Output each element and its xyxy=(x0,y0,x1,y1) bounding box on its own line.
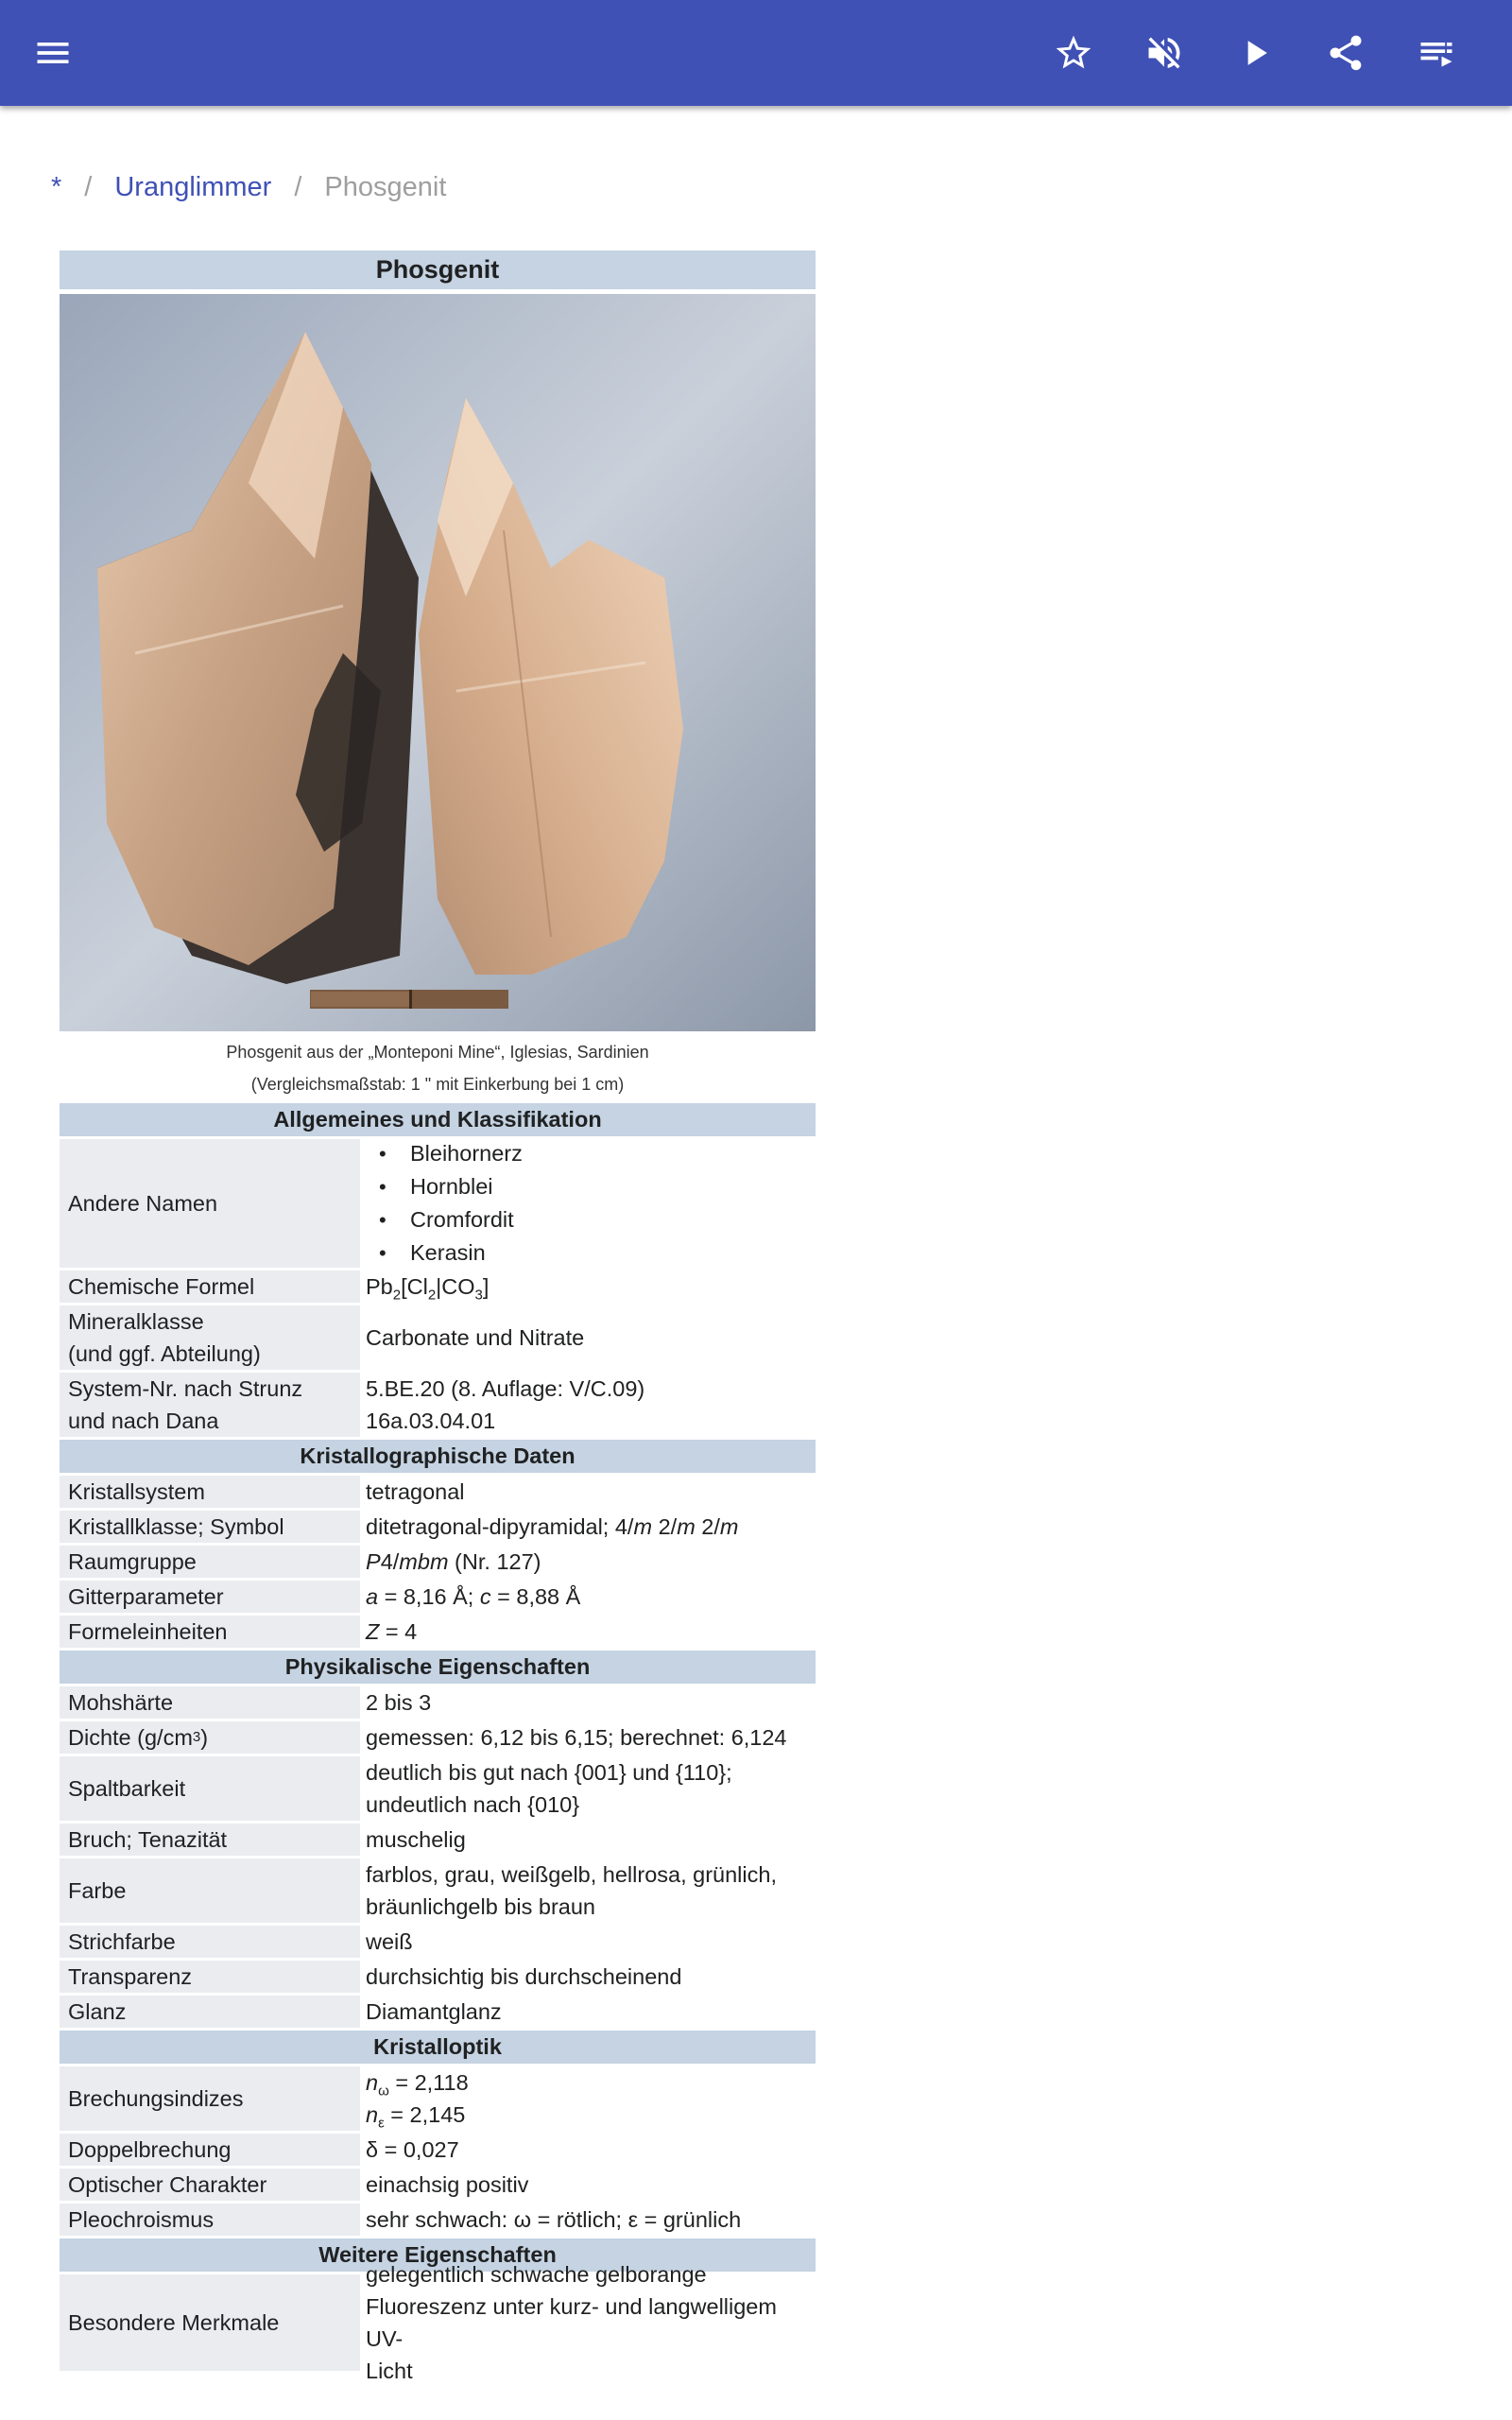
row-value xyxy=(363,2262,816,2383)
row-label: Optischer Charakter xyxy=(60,2169,360,2201)
infobox xyxy=(60,251,816,2383)
value-part: 2/ xyxy=(695,1514,720,1539)
list-item: • Hornblei xyxy=(379,1170,816,1203)
list-item: • Cromfordit xyxy=(379,1203,816,1236)
row-label: Dichte (g/cm 3 ) xyxy=(60,1721,360,1754)
other-names-list xyxy=(366,1137,816,1270)
photo-caption xyxy=(60,1031,816,1100)
list-item: • Kerasin xyxy=(379,1236,816,1270)
row-lattice xyxy=(60,1581,816,1613)
row-formula xyxy=(60,1270,816,1303)
value-line: undeutlich nach {010} xyxy=(366,1792,580,1817)
row-value: gemessen: 6,12 bis 6,15; berechnet: 6,124 xyxy=(366,1725,787,1750)
row-label: Doppelbrechung xyxy=(60,2134,360,2166)
value-line: deutlich bis gut nach {001} und {110}; xyxy=(366,1760,732,1785)
row-value xyxy=(363,1546,816,1578)
value-italic: m xyxy=(719,1514,739,1539)
value-part: ditetragonal-dipyramidal; 4/ xyxy=(366,1514,634,1539)
app-bar xyxy=(0,0,1512,106)
breadcrumb xyxy=(51,168,446,206)
formula-part: Pb xyxy=(366,1274,393,1299)
value-part: 2/ xyxy=(652,1514,678,1539)
breadcrumb-current: Phosgenit xyxy=(324,171,447,202)
row-mineral-class xyxy=(60,1305,816,1370)
row-label xyxy=(60,1373,360,1437)
row-space-group xyxy=(60,1546,816,1578)
row-density xyxy=(60,1721,816,1754)
row-mohs xyxy=(60,1686,816,1719)
row-label: Formeleinheiten xyxy=(60,1616,360,1648)
formula-part: |CO xyxy=(436,1274,475,1299)
row-value: Carbonate und Nitrate xyxy=(366,1325,585,1350)
caption-line: (Vergleichsmaßstab: 1 " mit Einkerbung bei 1 cm) xyxy=(250,1075,625,1094)
value-part: 4/ xyxy=(380,1549,400,1574)
row-other-names xyxy=(60,1139,816,1268)
value-line: Licht xyxy=(366,2359,413,2383)
row-value: durchsichtig bis durchscheinend xyxy=(366,1964,682,1989)
value-italic: Z xyxy=(366,1619,380,1644)
row-label: Brechungsindizes xyxy=(60,2066,360,2131)
row-label: Chemische Formel xyxy=(60,1270,360,1303)
value-italic: mbm xyxy=(399,1549,449,1574)
row-label: Strichfarbe xyxy=(60,1926,360,1958)
value-part: = 8,88 Å xyxy=(490,1584,581,1609)
row-label: Pleochroismus xyxy=(60,2204,360,2236)
section-header-optics: Kristalloptik xyxy=(60,2031,816,2064)
row-label: Andere Namen xyxy=(60,1139,360,1268)
row-value xyxy=(363,1139,816,1268)
value-line: 5.BE.20 (8. Auflage: V/C.09) xyxy=(366,1376,645,1401)
share-icon[interactable] xyxy=(1315,23,1376,83)
infobox-title: Phosgenit xyxy=(60,251,816,289)
label-line: System-Nr. nach Strunz xyxy=(68,1376,303,1401)
breadcrumb-separator: / xyxy=(294,171,302,202)
star-outline-icon[interactable] xyxy=(1043,23,1104,83)
row-label xyxy=(60,1305,360,1370)
row-value xyxy=(363,1616,816,1648)
row-value: Diamantglanz xyxy=(366,1999,502,2024)
row-crystal-class xyxy=(60,1511,816,1543)
row-pleochroism xyxy=(60,2204,816,2236)
formula-sub: 3 xyxy=(474,1287,483,1304)
value-part: = 4 xyxy=(379,1619,418,1644)
row-birefringence xyxy=(60,2134,816,2166)
row-special-features xyxy=(60,2262,816,2383)
value-line: farblos, grau, weißgelb, hellrosa, grünlich, xyxy=(366,1862,777,1887)
mineral-photo[interactable] xyxy=(60,294,816,1031)
row-luster xyxy=(60,1996,816,2028)
formula-sub: 2 xyxy=(392,1287,402,1304)
value-italic: n xyxy=(366,2102,379,2127)
formula-part: [Cl xyxy=(401,1274,428,1299)
value-line: Fluoreszenz unter kurz- und langwelligem UV- xyxy=(366,2294,777,2351)
value-line: gelegentlich schwache gelborange xyxy=(366,2262,707,2287)
label-part: Dichte (g/cm xyxy=(68,1725,193,1750)
list-item: • Bleihornerz xyxy=(379,1137,816,1170)
section-header-crystal: Kristallographische Daten xyxy=(60,1440,816,1473)
label-line: und nach Dana xyxy=(68,1409,219,1433)
row-optical-character xyxy=(60,2169,816,2201)
value-line: bräunlichgelb bis braun xyxy=(366,1894,595,1919)
section-header-physical: Physikalische Eigenschaften xyxy=(60,1651,816,1684)
value-line: 16a.03.04.01 xyxy=(366,1409,496,1433)
row-value: tetragonal xyxy=(366,1479,465,1504)
playlist-icon[interactable] xyxy=(1406,23,1467,83)
value-italic: P xyxy=(366,1549,381,1574)
value-part: = 8,16 Å; xyxy=(378,1584,480,1609)
formula-sub: 2 xyxy=(427,1287,437,1304)
row-label: Glanz xyxy=(60,1996,360,2028)
row-formula-units xyxy=(60,1616,816,1648)
label-line: Mineralklasse xyxy=(68,1309,204,1334)
caption-line: Phosgenit aus der „Monteponi Mine“, Iglesias, Sardinien xyxy=(226,1043,649,1062)
row-label: Kristallsystem xyxy=(60,1476,360,1508)
formula-part: ] xyxy=(482,1274,490,1299)
row-value xyxy=(363,2066,816,2131)
row-label: Transparenz xyxy=(60,1961,360,1993)
row-value xyxy=(363,1511,816,1543)
row-refraction xyxy=(60,2066,816,2131)
volume-off-icon[interactable] xyxy=(1134,23,1194,83)
section-header-general: Allgemeines und Klassifikation xyxy=(60,1103,816,1136)
row-value xyxy=(363,1756,816,1821)
value-italic: n xyxy=(366,2070,379,2095)
row-label: Raumgruppe xyxy=(60,1546,360,1578)
value-italic: m xyxy=(633,1514,653,1539)
row-value: einachsig positiv xyxy=(366,2172,529,2197)
value-italic: m xyxy=(677,1514,696,1539)
breadcrumb-root-link[interactable]: * xyxy=(51,171,62,202)
row-value xyxy=(363,1373,816,1437)
row-label: Bruch; Tenazität xyxy=(60,1824,360,1856)
menu-icon[interactable] xyxy=(23,23,83,83)
label-part: ) xyxy=(200,1725,209,1750)
row-cleavage xyxy=(60,1756,816,1821)
row-crystal-system xyxy=(60,1476,816,1508)
row-value: muschelig xyxy=(366,1827,466,1852)
row-value xyxy=(363,1581,816,1613)
label-line: (und ggf. Abteilung) xyxy=(68,1341,261,1366)
section-header-further: Weitere Eigenschaften xyxy=(60,2238,816,2272)
value-sub: ε xyxy=(378,2115,385,2132)
row-fracture xyxy=(60,1824,816,1856)
row-label: Kristallklasse; Symbol xyxy=(60,1511,360,1543)
row-label: Mohshärte xyxy=(60,1686,360,1719)
row-value: sehr schwach: ω = rötlich; ε = grünlich xyxy=(366,2207,742,2232)
value-italic: a xyxy=(366,1584,379,1609)
row-value xyxy=(363,1858,816,1923)
row-color xyxy=(60,1858,816,1923)
row-label: Spaltbarkeit xyxy=(60,1756,360,1821)
row-transparency xyxy=(60,1961,816,1993)
row-value xyxy=(363,1270,816,1303)
value-part: (Nr. 127) xyxy=(448,1549,541,1574)
value-sub: ω xyxy=(378,2083,389,2100)
breadcrumb-parent-link[interactable]: Uranglimmer xyxy=(114,171,272,202)
row-streak xyxy=(60,1926,816,1958)
row-value: 2 bis 3 xyxy=(366,1690,432,1715)
breadcrumb-separator: / xyxy=(84,171,93,202)
play-icon[interactable] xyxy=(1225,23,1285,83)
row-value: weiß xyxy=(366,1929,413,1954)
value-part: = 2,145 xyxy=(384,2102,466,2127)
value-part: = 2,118 xyxy=(388,2070,469,2095)
value-italic: c xyxy=(479,1584,491,1609)
row-value: δ = 0,027 xyxy=(366,2137,459,2162)
row-label: Farbe xyxy=(60,1858,360,1923)
row-system-nr xyxy=(60,1373,816,1437)
row-label: Besondere Merkmale xyxy=(60,2274,360,2371)
row-label: Gitterparameter xyxy=(60,1581,360,1613)
